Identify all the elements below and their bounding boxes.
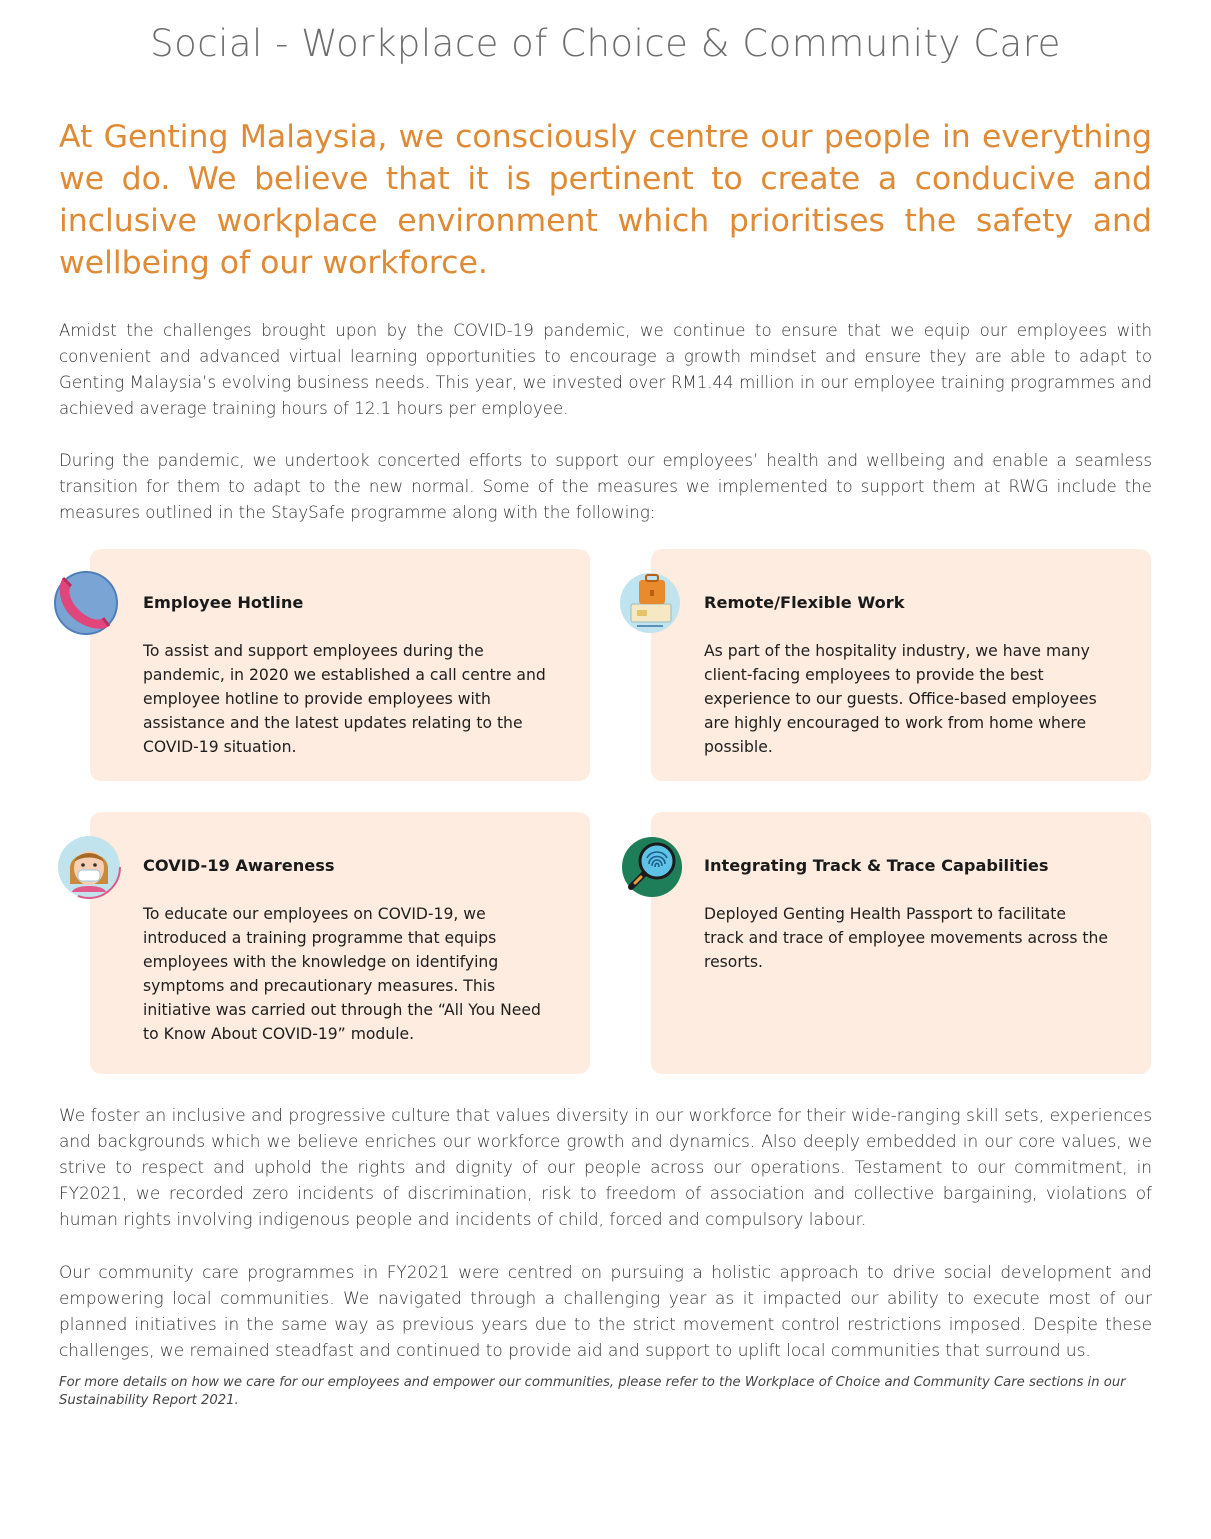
card-employee-hotline: [90, 549, 590, 781]
phone-icon: [53, 570, 119, 636]
masked-person-icon: [56, 834, 122, 900]
card-covid-awareness: [90, 812, 590, 1074]
card-remote-flexible-work: [651, 549, 1151, 781]
card-track-trace: [651, 812, 1151, 1074]
card-body: To educate our employees on COVID-19, we introduced a training programme that equips employees with the knowledge on identifying symptoms and precautionary measures. This initiative was carried out through the “All You Need to Know About COVID-19” module.: [143, 905, 541, 1043]
lead-statement: At Genting Malaysia, we consciously centre our people in everything we do. We believe that it is pertinent to create a conducive and inclusive workplace environment which prioritises the safety and wellbeing of our workforce.: [59, 119, 1152, 281]
card-body: As part of the hospitality industry, we have many client-facing employees to provide the best experience to our guests. Office-based employees are highly encouraged to work from home where possible.: [704, 642, 1097, 756]
page-title: Social - Workplace of Choice & Community Care: [150, 22, 1061, 65]
card-title: Employee Hotline: [143, 593, 304, 612]
paragraph-training: Amidst the challenges brought upon by the COVID-19 pandemic, we continue to ensure that we equip our employees with convenient and advanced virtual learning opportunities to encourage a growth mindset and ensure they are able to adapt to Genting Malaysia’s evolving business needs. This year, we invested over RM1.44 million in our employee training programmes and achieved average training hours of 12.1 hours per employee.: [59, 321, 1152, 418]
card-title: Integrating Track & Trace Capabilities: [704, 856, 1049, 875]
card-title: Remote/Flexible Work: [704, 593, 905, 612]
briefcase-icon: [617, 570, 683, 636]
paragraph-community-care: Our community care programmes in FY2021 were centred on pursuing a holistic approach to drive social development and empowering local communities. We navigated through a challenging year as it impacted our ability to execute most of our planned initiatives in the same way as previous years due to the strict movement control restrictions imposed. Despite these challenges, we remained steadfast and continued to provide aid and support to uplift local communities that surround us.: [59, 1262, 1152, 1360]
footnote: For more details on how we care for our employees and empower our communities, please refer to the Workplace of Choice and Community Care sections in our Sustainability Report 2021.: [59, 1375, 1126, 1408]
card-body: Deployed Genting Health Passport to facilitate track and trace of employee movements across the resorts.: [704, 905, 1109, 971]
fingerprint-magnifier-icon: [619, 834, 685, 900]
card-body: To assist and support employees during the pandemic, in 2020 we established a call centre and employee hotline to provide employees with assistance and the latest updates relating to the COVID-19 situation.: [143, 642, 546, 756]
paragraph-inclusive-culture: We foster an inclusive and progressive culture that values diversity in our workforce for their wide-ranging skill sets, experiences and backgrounds which we believe enriches our workforce growth and dynamics. Also deeply embedded in our core values, we strive to respect and uphold the rights and dignity of our people across our operations. Testament to our commitment, in FY2021, we recorded zero incidents of discrimination, risk to freedom of association and collective bargaining, violations of human rights involving indigenous people and incidents of child, forced and compulsory labour.: [59, 1105, 1152, 1229]
card-title: COVID-19 Awareness: [143, 856, 335, 875]
paragraph-pandemic-support: During the pandemic, we undertook concerted efforts to support our employees’ health and wellbeing and enable a seamless transition for them to adapt to the new normal. Some of the measures we implemented to support them at RWG include the measures outlined in the StaySafe programme along with the following:: [59, 451, 1152, 522]
